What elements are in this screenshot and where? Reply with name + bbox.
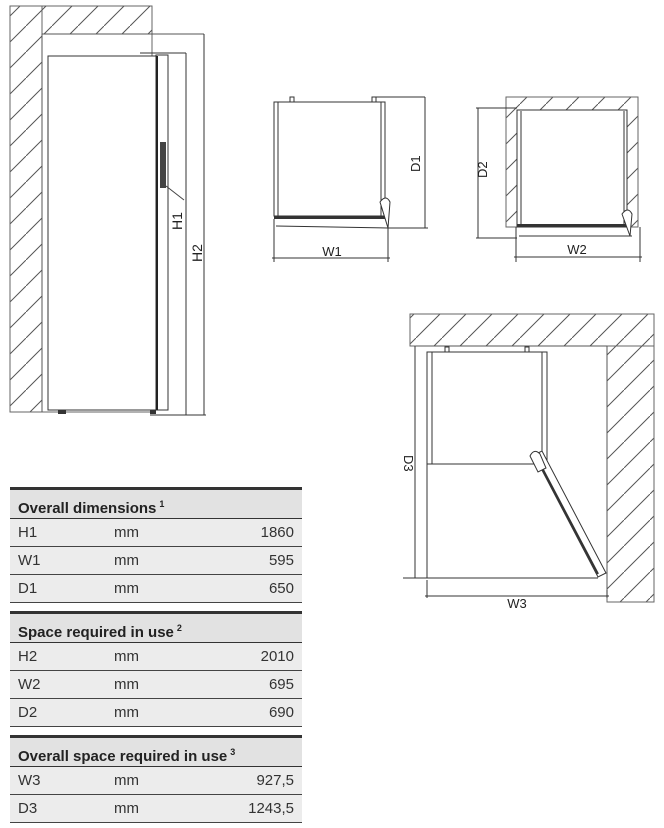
top-view-w1-d1: [272, 97, 428, 262]
svg-text:W2: W2: [567, 242, 587, 257]
table-header: Overall space required in use $^3$: [10, 738, 302, 767]
table-row: H2 mm 2010: [10, 643, 302, 671]
svg-text:D2: D2: [475, 161, 490, 178]
table-row: W1 mm 595: [10, 547, 302, 575]
svg-text:H1: H1: [169, 212, 185, 230]
svg-text:W1: W1: [322, 244, 342, 259]
table-row: W2 mm 695: [10, 671, 302, 699]
table-header: Space required in use $^2$: [10, 614, 302, 643]
table-row: W3 mm 927,5: [10, 767, 302, 795]
table-row: D2 mm 690: [10, 699, 302, 727]
table-overall-dimensions: [10, 487, 302, 603]
svg-text:H2: H2: [189, 244, 205, 262]
svg-text:D1: D1: [408, 155, 423, 172]
table-space-required: [10, 611, 302, 727]
table-row: H1 mm 1860: [10, 519, 302, 547]
table-row: D3 mm 1243,5: [10, 795, 302, 823]
table-header: Overall dimensions $^1$: [10, 490, 302, 519]
top-view-w3-d3: [401, 314, 654, 611]
svg-text:W3: W3: [507, 596, 527, 611]
table-row: D1 mm 650: [10, 575, 302, 603]
top-view-w2-d2: [475, 97, 642, 262]
table-overall-space-required: [10, 735, 302, 823]
svg-text:D3: D3: [401, 455, 416, 472]
side-view: [10, 6, 206, 415]
